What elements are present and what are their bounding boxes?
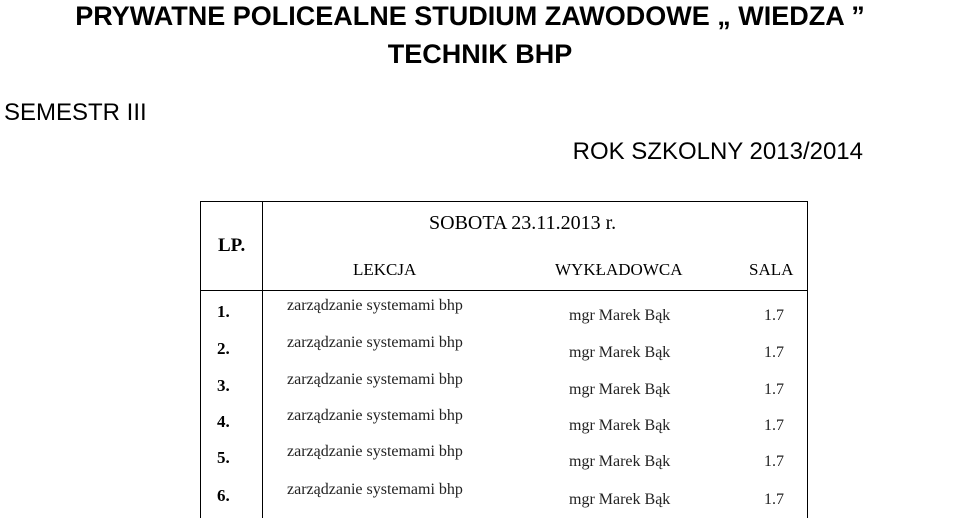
col-header-lecturer: WYKŁADOWCA xyxy=(555,260,683,279)
table-row xyxy=(201,331,807,367)
col-header-room: SALA xyxy=(749,260,794,279)
table-row xyxy=(201,440,807,476)
row-room: 1.7 xyxy=(764,344,784,361)
row-lecturer: mgr Marek Bąk xyxy=(569,381,671,398)
row-number: 6. xyxy=(217,486,230,505)
school-title: PRYWATNE POLICEALNE STUDIUM ZAWODOWE „ WIEDZA ” xyxy=(75,1,865,31)
row-room: 1.7 xyxy=(764,491,784,508)
col-header-lesson: LEKCJA xyxy=(353,260,417,279)
row-room: 1.7 xyxy=(764,417,784,434)
program-title: TECHNIK BHP xyxy=(387,39,573,69)
row-lecturer: mgr Marek Bąk xyxy=(569,453,671,470)
row-room: 1.7 xyxy=(764,307,784,324)
semester-label: SEMESTR III xyxy=(4,99,147,126)
table-row xyxy=(201,294,807,330)
row-number: 3. xyxy=(217,376,230,395)
row-number: 1. xyxy=(217,302,230,321)
header-divider xyxy=(201,290,807,291)
row-subject: zarządzanie systemami bhp xyxy=(287,371,463,388)
row-lecturer: mgr Marek Bąk xyxy=(569,307,671,324)
row-subject: zarządzanie systemami bhp xyxy=(287,443,463,460)
row-subject: zarządzanie systemami bhp xyxy=(287,297,463,314)
schedule-table xyxy=(200,201,808,518)
schedule-date: SOBOTA 23.11.2013 r. xyxy=(429,212,617,234)
row-room: 1.7 xyxy=(764,381,784,398)
row-lecturer: mgr Marek Bąk xyxy=(569,491,671,508)
school-year-label: ROK SZKOLNY 2013/2014 xyxy=(572,138,863,165)
col-header-lp: LP. xyxy=(218,235,246,256)
row-subject: zarządzanie systemami bhp xyxy=(287,407,463,424)
row-lecturer: mgr Marek Bąk xyxy=(569,417,671,434)
row-subject: zarządzanie systemami bhp xyxy=(287,334,463,351)
row-number: 5. xyxy=(217,448,230,467)
table-row xyxy=(201,478,807,514)
row-number: 2. xyxy=(217,339,230,358)
table-row xyxy=(201,368,807,404)
row-room: 1.7 xyxy=(764,453,784,470)
row-lecturer: mgr Marek Bąk xyxy=(569,344,671,361)
table-row xyxy=(201,404,807,440)
row-number: 4. xyxy=(217,412,230,431)
row-subject: zarządzanie systemami bhp xyxy=(287,481,463,498)
